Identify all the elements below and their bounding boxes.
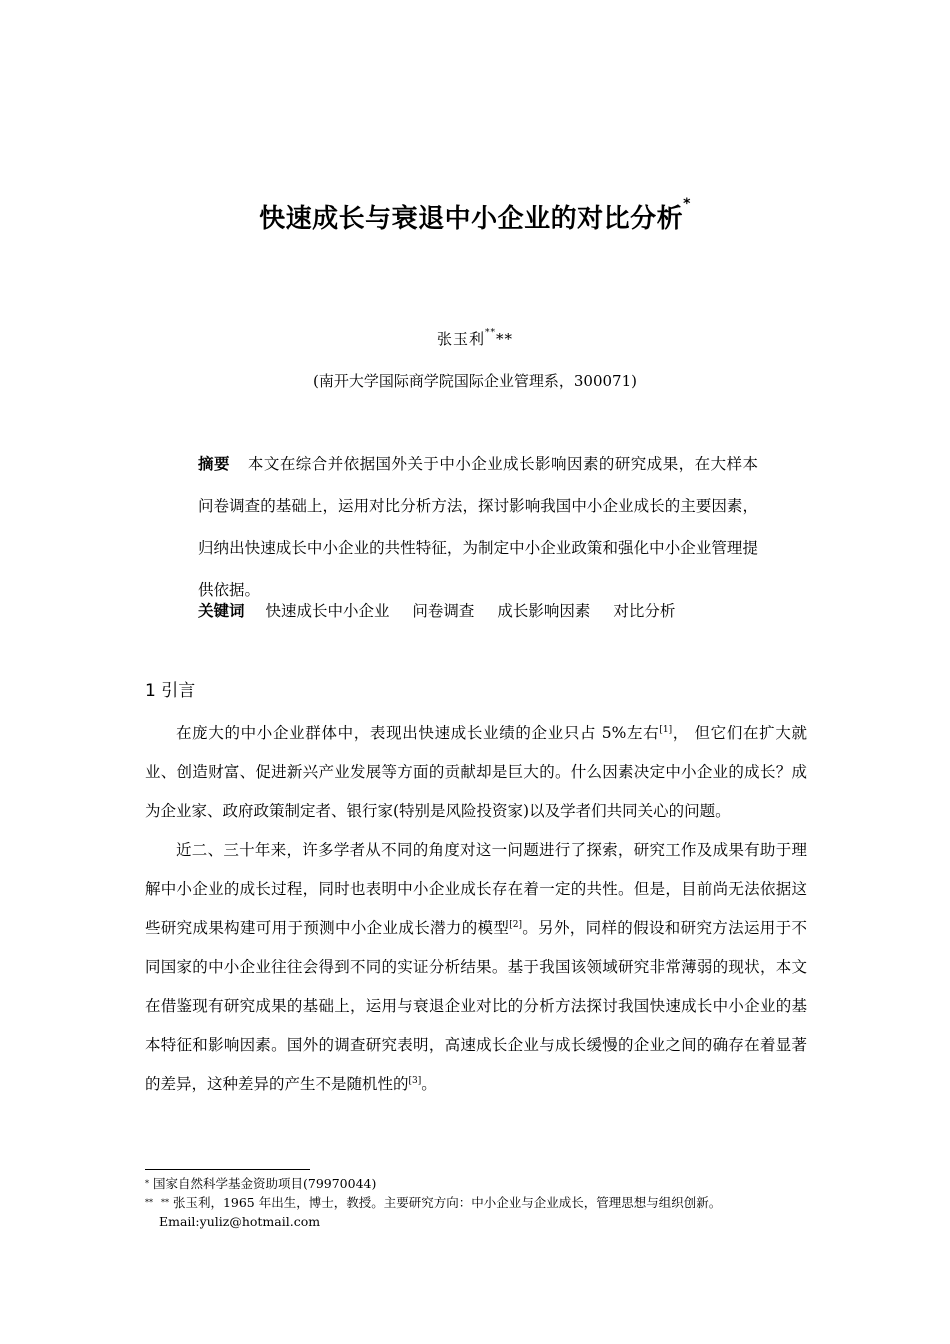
footnote-author — [145, 1193, 825, 1212]
citation-ref: [3] — [408, 1076, 422, 1086]
footnote-email: Email:yuliz@hotmail.com — [159, 1214, 321, 1229]
keywords-block — [198, 597, 758, 625]
author-footnote-mark: ** — [485, 328, 496, 338]
author-name: 张玉利 — [436, 330, 485, 348]
footnote-text: 张玉利，1965 年出生，博士，教授。主要研究方向：中小企业与企业成长，管理思想与组织创新。 — [172, 1195, 722, 1210]
paragraph-text: 。另外，同样的假设和研究方法运用于不同国家的中小企业往往会得到不同的实证分析结果。基于我国该领域研究非常薄弱的现状，本文在借鉴现有研究成果的基础上，运用与衰退企业对比的分析方法探讨我国快速成长中小企业的基本特征和影响因素。国外的调查研究表明，高速成长企业与成长缓慢的企业之间的确存在着显著的差异，这种差异的产生不是随机性的 — [145, 919, 807, 1093]
footnote-mark: * — [145, 1179, 149, 1188]
footnote-mark-inner: ** — [160, 1198, 169, 1207]
footnotes — [145, 1174, 825, 1231]
abstract-label: 摘要 — [198, 455, 230, 473]
footnote-mark: ** — [145, 1198, 153, 1207]
citation-ref: [2] — [509, 920, 522, 930]
paragraph-text: 近二、三十年来，许多学者从不同的角度对这一问题进行了探索，研究工作及成果有助于理解中小企业的成长过程，同时也表明中小企业成长存在着一定的共性。但是，目前尚无法依据这些研究成果构建可用于预测中小企业成长潜力的模型 — [145, 841, 807, 937]
paper-title — [0, 198, 950, 235]
section-body — [145, 714, 807, 1104]
footnote-text: 国家自然科学基金资助项目(79970044) — [152, 1176, 377, 1191]
citation-ref: [1] — [659, 725, 673, 735]
title-footnote-mark: * — [683, 196, 691, 212]
keywords-label: 关键词 — [198, 602, 245, 620]
paragraph-text: 。 — [421, 1075, 437, 1093]
abstract-text: 本文在综合并依据国外关于中小企业成长影响因素的研究成果，在大样本问卷调查的基础上，运用对比分析方法，探讨影响我国中小企业成长的主要因素，归纳出快速成长中小企业的共性特征，为制定中小企业政策和强化中小企业管理提供依据。 — [198, 455, 758, 599]
author-line — [0, 328, 950, 349]
paragraph-text: ， 但它们在扩大就业、创造财富、促进新兴产业发展等方面的贡献却是巨大的。什么因素决定中小企业的成长？成为企业家、政府政策制定者、银行家(特别是风险投资家)以及学者们共同关心的问题。 — [145, 724, 807, 820]
section-heading: 1 引言 — [145, 681, 196, 701]
keyword-item: 对比分析 — [613, 602, 676, 620]
paragraph-text: 在庞大的中小企业群体中，表现出快速成长业绩的企业只占 5%左右 — [176, 724, 660, 742]
paragraph — [145, 831, 807, 1104]
keyword-item: 快速成长中小企业 — [265, 602, 390, 620]
affiliation: (南开大学国际商学院国际企业管理系，300071) — [313, 372, 637, 390]
keyword-item: 问卷调查 — [412, 602, 475, 620]
title-text: 快速成长与衰退中小企业的对比分析 — [259, 204, 684, 234]
paragraph — [145, 714, 807, 831]
footnote-divider — [145, 1169, 310, 1170]
keyword-item: 成长影响因素 — [497, 602, 591, 620]
abstract-block — [198, 443, 758, 611]
author-suffix: ** — [496, 330, 513, 348]
footnote-funding — [145, 1174, 825, 1193]
